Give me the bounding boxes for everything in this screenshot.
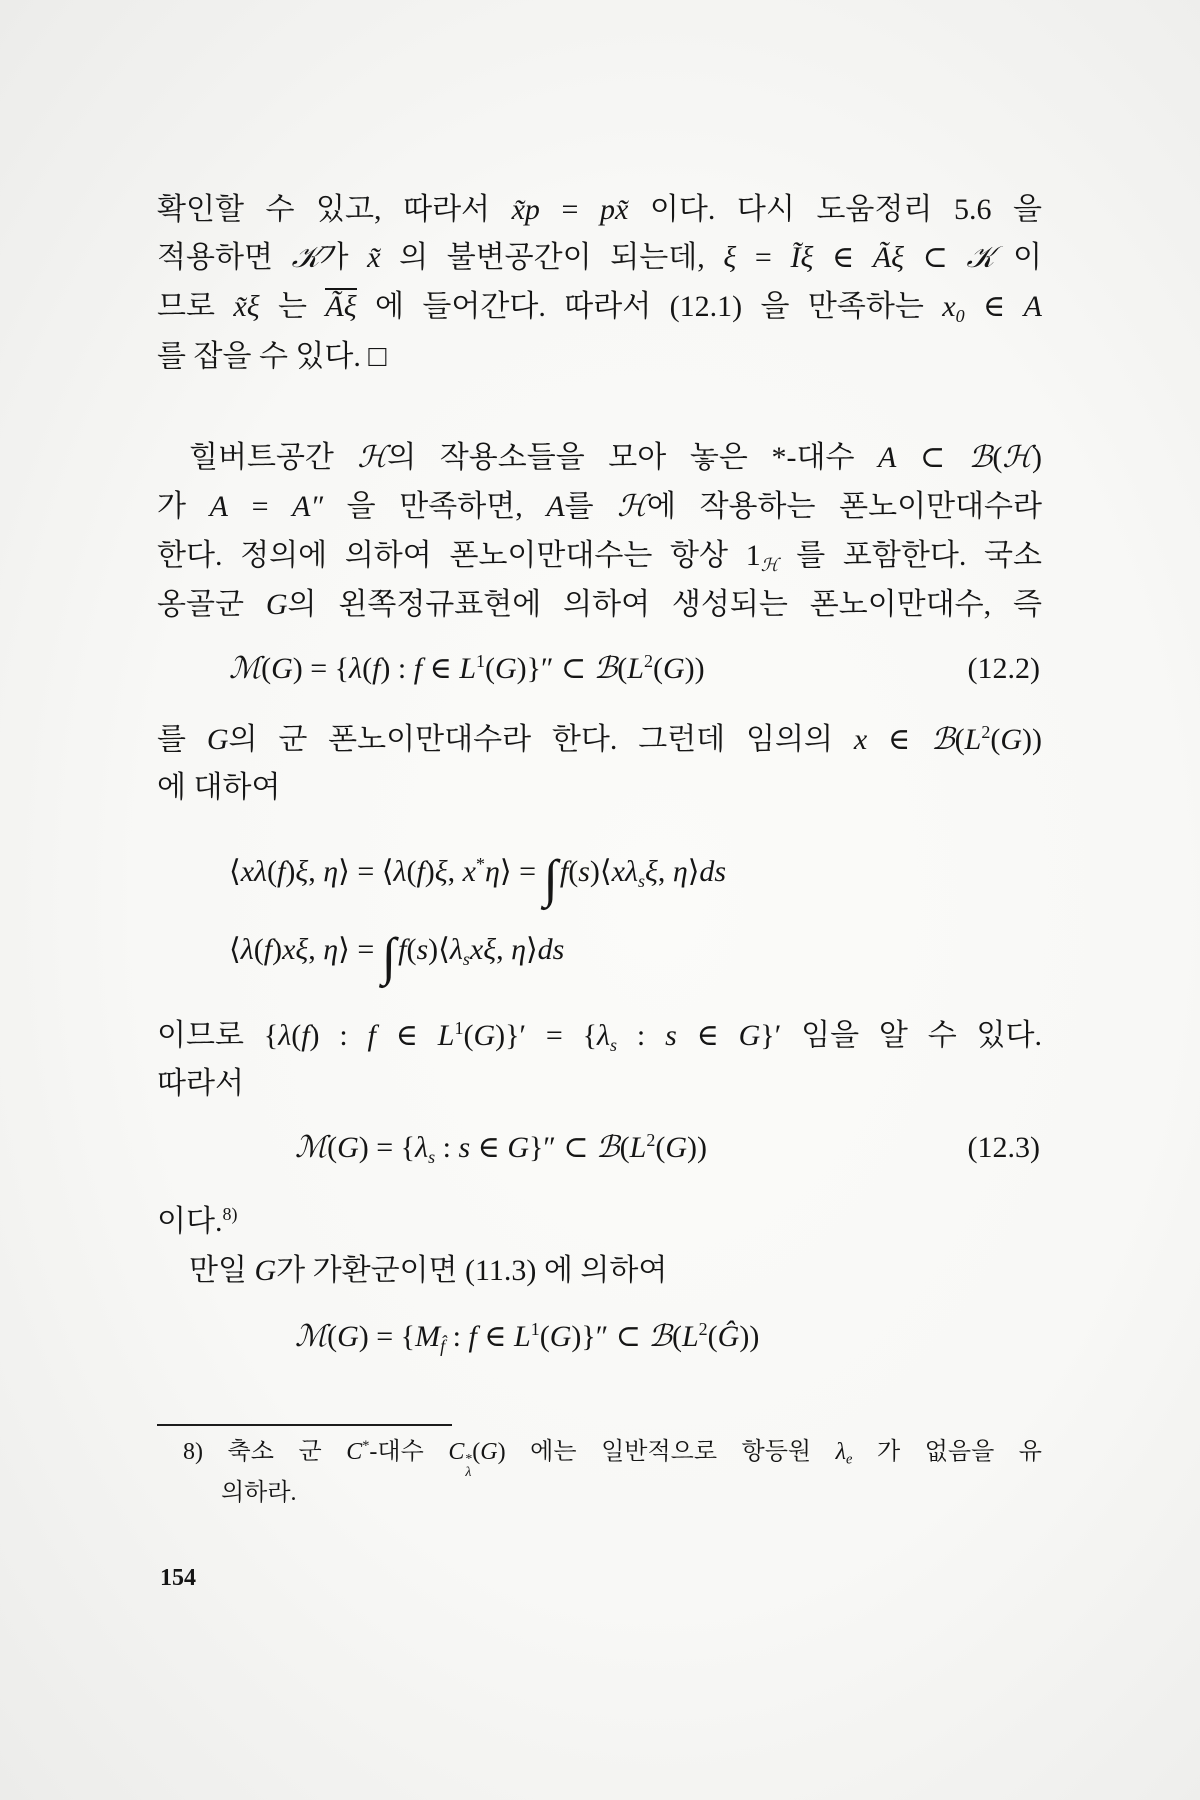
text-line bbox=[157, 1064, 244, 1104]
math-italic: px̃ bbox=[600, 193, 629, 226]
math-symbol: ⟩ bbox=[687, 855, 700, 888]
superscript: * bbox=[362, 1438, 370, 1455]
math-symbol: ( bbox=[655, 1131, 666, 1164]
text-line bbox=[157, 720, 1042, 760]
math-italic: Ĩξ bbox=[790, 241, 814, 274]
math-symbol: ∈ bbox=[422, 652, 460, 685]
text-run: 가 없음을 유 bbox=[852, 1439, 1042, 1465]
math-italic: ℬ bbox=[648, 1320, 672, 1353]
math-italic: ξ bbox=[295, 855, 309, 888]
math-symbol: }″ ⊂ bbox=[529, 1131, 597, 1164]
math-italic: 𝒦 bbox=[966, 241, 995, 274]
math-symbol: ) : bbox=[309, 1019, 368, 1052]
superscript: 1 bbox=[454, 1017, 464, 1038]
text-run: 옹골군 bbox=[157, 588, 266, 621]
math-symbol: ( bbox=[539, 1320, 550, 1353]
text-line bbox=[157, 585, 1042, 625]
math-italic: s bbox=[665, 1019, 677, 1052]
text-run: -대수 bbox=[369, 1439, 449, 1465]
text-run: 의 왼쪽정규표현에 의하여 생성되는 폰노이만대수, 즉 bbox=[287, 588, 1042, 621]
math-italic: x̃ξ bbox=[233, 290, 260, 323]
math-symbol: )⟨ bbox=[589, 855, 612, 888]
text-run: 힐버트공간 bbox=[189, 441, 358, 474]
math-symbol: , bbox=[447, 855, 463, 888]
text-run: 만일 bbox=[189, 1254, 255, 1287]
math-italic: L bbox=[514, 1320, 531, 1353]
superscript: 8) bbox=[222, 1203, 238, 1224]
text-run: 가 가환군이면 (11.3) 에 의하여 bbox=[276, 1254, 668, 1287]
math-symbol: ( bbox=[291, 1019, 302, 1052]
math-symbol: ⟩ = bbox=[338, 933, 382, 966]
text-run: 므로 bbox=[157, 290, 234, 323]
math-symbol: ( bbox=[485, 652, 495, 685]
text-run: 를 포함한다. 국소 bbox=[778, 539, 1042, 572]
math-italic: x̃ bbox=[367, 241, 381, 274]
math-italic: ξ bbox=[723, 241, 737, 274]
math-symbol: ∈ bbox=[813, 241, 873, 274]
text-run: 따라서 bbox=[157, 1067, 244, 1100]
math-symbol: , bbox=[496, 933, 512, 966]
math-symbol: ⊂ bbox=[904, 241, 967, 274]
math-symbol: )) bbox=[1022, 723, 1042, 756]
math-italic: xξ bbox=[282, 933, 309, 966]
math-italic: f bbox=[263, 933, 273, 966]
text-line bbox=[157, 536, 1042, 576]
math-symbol: ( bbox=[362, 652, 373, 685]
math-italic: xλ bbox=[240, 855, 268, 888]
subscript: e bbox=[846, 1451, 853, 1468]
equation-number: (12.2) bbox=[967, 652, 1040, 685]
math-symbol: ( bbox=[253, 933, 264, 966]
text-run: 에 대하여 bbox=[157, 771, 281, 804]
math-symbol: ) bbox=[497, 1439, 506, 1465]
text-line bbox=[157, 768, 280, 808]
text-run: 가 bbox=[319, 241, 368, 274]
math-symbol: ( bbox=[568, 855, 579, 888]
text-run: 8) 축소 군 bbox=[183, 1439, 347, 1465]
math-symbol: )) bbox=[739, 1320, 760, 1353]
math-symbol: ( bbox=[472, 1439, 481, 1465]
subscript: s bbox=[428, 1146, 436, 1167]
math-italic: ℋ bbox=[617, 490, 647, 523]
superscript: 2 bbox=[646, 1129, 656, 1150]
subscript: s bbox=[462, 948, 470, 969]
math-italic: f bbox=[372, 652, 381, 685]
text-run: 에 들어간다. 따라서 (12.1) 을 만족하는 bbox=[356, 290, 943, 323]
math-symbol: )) bbox=[684, 652, 705, 685]
text-run: 이 bbox=[994, 241, 1042, 274]
math-symbol: )}″ ⊂ bbox=[571, 1320, 649, 1353]
math-italic: C bbox=[346, 1439, 363, 1465]
math-italic: G bbox=[480, 1439, 498, 1465]
overlined-math: Ãξ bbox=[325, 290, 357, 323]
math-italic: λ bbox=[597, 1019, 611, 1052]
math-italic: f bbox=[559, 855, 569, 888]
display-equation bbox=[229, 647, 705, 691]
math-symbol: : bbox=[617, 1019, 666, 1052]
math-italic: ℳ bbox=[295, 1131, 328, 1164]
math-italic: ℬ bbox=[593, 652, 618, 685]
math-symbol: ( bbox=[267, 855, 278, 888]
math-italic: L bbox=[627, 652, 644, 685]
math-symbol: ( bbox=[617, 652, 628, 685]
math-symbol: : bbox=[445, 1320, 469, 1353]
math-symbol: ) bbox=[272, 933, 283, 966]
math-symbol: ) = { bbox=[358, 1320, 416, 1353]
math-symbol: ( bbox=[406, 855, 417, 888]
math-italic: L bbox=[437, 1019, 455, 1052]
math-italic: Ãξ bbox=[872, 241, 905, 274]
subscript: ℋ bbox=[760, 554, 779, 575]
math-symbol: , bbox=[657, 855, 673, 888]
math-symbol: ∈ bbox=[375, 1019, 438, 1052]
math-italic: λ bbox=[393, 855, 407, 888]
math-symbol: )}″ ⊂ bbox=[516, 652, 594, 685]
text-run: 의 불변공간이 되는데, bbox=[380, 241, 724, 274]
math-symbol: ( bbox=[619, 1131, 630, 1164]
text-run: 한다. 정의에 의하여 폰노이만대수는 항상 bbox=[157, 539, 746, 572]
subscript: λ bbox=[465, 1465, 472, 1481]
math-italic: λ bbox=[449, 933, 463, 966]
text-line bbox=[157, 287, 1042, 327]
math-italic: f bbox=[416, 855, 425, 888]
math-italic: f bbox=[413, 652, 423, 685]
math-symbol: ( bbox=[327, 1131, 338, 1164]
superscript: * bbox=[475, 853, 485, 874]
math-symbol: )}′ = { bbox=[495, 1019, 598, 1052]
superscript: 1 bbox=[530, 1318, 540, 1339]
math-symbol: ) bbox=[285, 855, 296, 888]
text-line bbox=[157, 487, 1042, 527]
math-italic: η bbox=[323, 855, 339, 888]
text-run: 확인할 수 있고, 따라서 bbox=[157, 193, 512, 226]
math-italic: L bbox=[459, 652, 476, 685]
math-italic: Ĝ bbox=[717, 1320, 740, 1353]
math-italic: λ bbox=[349, 652, 363, 685]
math-italic: ℳ bbox=[229, 652, 262, 685]
math-italic: η bbox=[511, 933, 526, 966]
text-line bbox=[157, 1202, 237, 1242]
math-italic: xξ bbox=[469, 933, 497, 966]
math-italic: ξ bbox=[644, 855, 658, 888]
math-italic: L bbox=[964, 723, 982, 756]
math-italic: xλ bbox=[611, 855, 638, 888]
math-symbol: ( bbox=[992, 441, 1003, 474]
math-italic: G bbox=[337, 1131, 359, 1164]
math-symbol: , bbox=[308, 933, 324, 966]
text-run: 를 잡을 수 있다. □ bbox=[157, 340, 387, 373]
math-symbol: ( bbox=[261, 652, 272, 685]
math-italic: x bbox=[942, 290, 956, 323]
text-run: 에 작용하는 폰노이만대수라 bbox=[646, 490, 1043, 523]
math-symbol: ∈ bbox=[676, 1019, 739, 1052]
math-italic: λ bbox=[415, 1131, 429, 1164]
text-run: 임을 알 수 있다. bbox=[781, 1019, 1042, 1052]
footnote-line bbox=[183, 1436, 1042, 1481]
text-run: 가 bbox=[157, 490, 210, 523]
math-symbol: 1 bbox=[745, 539, 761, 572]
text-run: 를 bbox=[564, 490, 618, 523]
math-italic: ℬ bbox=[596, 1131, 620, 1164]
math-symbol: ) bbox=[424, 855, 435, 888]
math-symbol: ( bbox=[671, 1320, 682, 1353]
math-symbol: = bbox=[736, 241, 791, 274]
math-italic: A bbox=[209, 490, 228, 523]
math-italic: f bbox=[277, 855, 286, 888]
math-italic: G bbox=[1000, 723, 1023, 756]
math-symbol: ( bbox=[327, 1320, 338, 1353]
text-line bbox=[157, 190, 1042, 230]
math-italic: ds bbox=[537, 933, 565, 966]
math-italic: L bbox=[629, 1131, 647, 1164]
text-line bbox=[189, 1251, 667, 1291]
math-italic: η bbox=[323, 933, 339, 966]
display-equation bbox=[295, 1126, 707, 1170]
footnote-rule bbox=[157, 1424, 452, 1426]
math-symbol: ⟨ bbox=[229, 933, 241, 966]
math-italic: C bbox=[448, 1439, 465, 1465]
math-symbol: ) : bbox=[380, 652, 414, 685]
display-equation bbox=[295, 1315, 759, 1359]
math-symbol: ( bbox=[707, 1320, 718, 1353]
text-run: 의하라. bbox=[221, 1480, 297, 1506]
math-italic: f bbox=[468, 1320, 477, 1353]
math-italic: G bbox=[507, 1131, 530, 1164]
text-run: 의 작용소들을 모아 놓은 *-대수 bbox=[387, 441, 879, 474]
text-run: 적용하면 bbox=[157, 241, 292, 274]
math-symbol: = bbox=[227, 490, 293, 523]
math-symbol: ∈ bbox=[470, 1131, 508, 1164]
math-symbol: ∈ bbox=[476, 1320, 514, 1353]
math-italic: M bbox=[415, 1320, 441, 1353]
math-italic: ℋ bbox=[357, 441, 388, 474]
superscript: 2 bbox=[643, 650, 653, 671]
math-italic: f bbox=[301, 1019, 310, 1052]
math-italic: η bbox=[672, 855, 688, 888]
math-italic: s bbox=[578, 855, 590, 888]
math-symbol: ⟩ = bbox=[499, 855, 544, 888]
math-italic: G bbox=[473, 1019, 496, 1052]
text-run: 는 bbox=[259, 290, 326, 323]
math-italic: x bbox=[853, 723, 868, 756]
math-italic: λ bbox=[240, 933, 254, 966]
math-italic: G bbox=[665, 1131, 687, 1164]
math-italic: ℳ bbox=[295, 1320, 328, 1353]
math-italic: s bbox=[416, 933, 429, 966]
text-line bbox=[157, 337, 387, 377]
superscript: * bbox=[465, 1452, 473, 1468]
integral-sign: ∫ bbox=[543, 849, 558, 908]
integral-sign: ∫ bbox=[381, 927, 397, 986]
math-symbol: ⟩ bbox=[525, 933, 538, 966]
math-italic: G bbox=[549, 1320, 572, 1353]
math-symbol: = bbox=[539, 193, 600, 226]
math-symbol: ( bbox=[954, 723, 965, 756]
math-italic: G bbox=[265, 588, 288, 621]
math-italic: G bbox=[738, 1019, 761, 1052]
math-symbol: ⟨ bbox=[229, 855, 241, 888]
text-run: 을 만족하면, bbox=[323, 490, 547, 523]
math-italic: x bbox=[462, 855, 476, 888]
math-symbol: }′ bbox=[760, 1019, 782, 1052]
math-italic: ℋ bbox=[1002, 441, 1033, 474]
display-equation bbox=[229, 927, 565, 986]
subscript: s bbox=[610, 1034, 618, 1055]
superscript: 2 bbox=[981, 721, 991, 742]
math-italic: ds bbox=[699, 855, 727, 888]
math-italic: G bbox=[271, 652, 293, 685]
math-symbol: { bbox=[263, 1019, 279, 1052]
text-run: 에는 일반적으로 항등원 bbox=[505, 1439, 836, 1465]
math-symbol: ( bbox=[990, 723, 1001, 756]
footnote-line bbox=[221, 1477, 297, 1509]
math-italic: x̃p bbox=[511, 193, 540, 226]
math-symbol: , bbox=[308, 855, 324, 888]
math-italic: A″ bbox=[292, 490, 323, 523]
math-italic: G bbox=[206, 723, 229, 756]
math-symbol: )) bbox=[687, 1131, 707, 1164]
text-run: 이므로 bbox=[157, 1019, 264, 1052]
text-line bbox=[157, 1016, 1042, 1056]
math-italic: G bbox=[254, 1254, 277, 1287]
math-symbol: ) bbox=[1032, 441, 1043, 474]
math-symbol: ∈ bbox=[964, 290, 1024, 323]
text-run: 이다. 다시 도움정리 5.6 을 bbox=[628, 193, 1042, 226]
math-italic: ξ bbox=[434, 855, 448, 888]
text-run: 를 bbox=[157, 723, 207, 756]
math-symbol: ⟩ = ⟨ bbox=[338, 855, 394, 888]
math-italic: f bbox=[398, 933, 407, 966]
math-symbol: ) = { bbox=[358, 1131, 416, 1164]
subscript: f̂ bbox=[440, 1335, 446, 1356]
math-italic: G bbox=[662, 652, 685, 685]
math-symbol: ⊂ bbox=[896, 441, 969, 474]
equation-number: (12.3) bbox=[967, 1131, 1040, 1164]
math-italic: ℬ bbox=[931, 723, 955, 756]
text-line bbox=[189, 438, 1042, 478]
math-italic: λ bbox=[835, 1439, 847, 1465]
superscript: 1 bbox=[476, 650, 485, 671]
math-symbol: ) = { bbox=[292, 652, 350, 685]
math-symbol: : bbox=[435, 1131, 459, 1164]
math-italic: A bbox=[546, 490, 565, 523]
subscript: s bbox=[637, 870, 645, 891]
subscript: 0 bbox=[955, 305, 965, 326]
math-symbol: )⟨ bbox=[428, 933, 450, 966]
text-line bbox=[157, 238, 1042, 278]
math-italic: 𝒦 bbox=[291, 241, 320, 274]
math-italic: ℬ bbox=[968, 441, 993, 474]
math-symbol: ∈ bbox=[867, 723, 932, 756]
math-italic: s bbox=[458, 1131, 471, 1164]
math-italic: A bbox=[1023, 290, 1042, 323]
math-symbol: ( bbox=[463, 1019, 474, 1052]
math-italic: G bbox=[495, 652, 517, 685]
math-italic: A bbox=[878, 441, 897, 474]
math-symbol: ( bbox=[652, 652, 663, 685]
math-italic: λ bbox=[278, 1019, 292, 1052]
text-run: 의 군 폰노이만대수라 한다. 그런데 임의의 bbox=[228, 723, 854, 756]
superscript: 2 bbox=[698, 1318, 708, 1339]
math-symbol: ( bbox=[406, 933, 417, 966]
math-italic: G bbox=[337, 1320, 359, 1353]
text-run: 이다. bbox=[157, 1205, 223, 1238]
math-italic: L bbox=[681, 1320, 699, 1353]
math-italic: η bbox=[484, 855, 500, 888]
math-italic: f bbox=[367, 1019, 376, 1052]
page-number: 154 bbox=[160, 1565, 196, 1591]
display-equation bbox=[229, 849, 727, 908]
